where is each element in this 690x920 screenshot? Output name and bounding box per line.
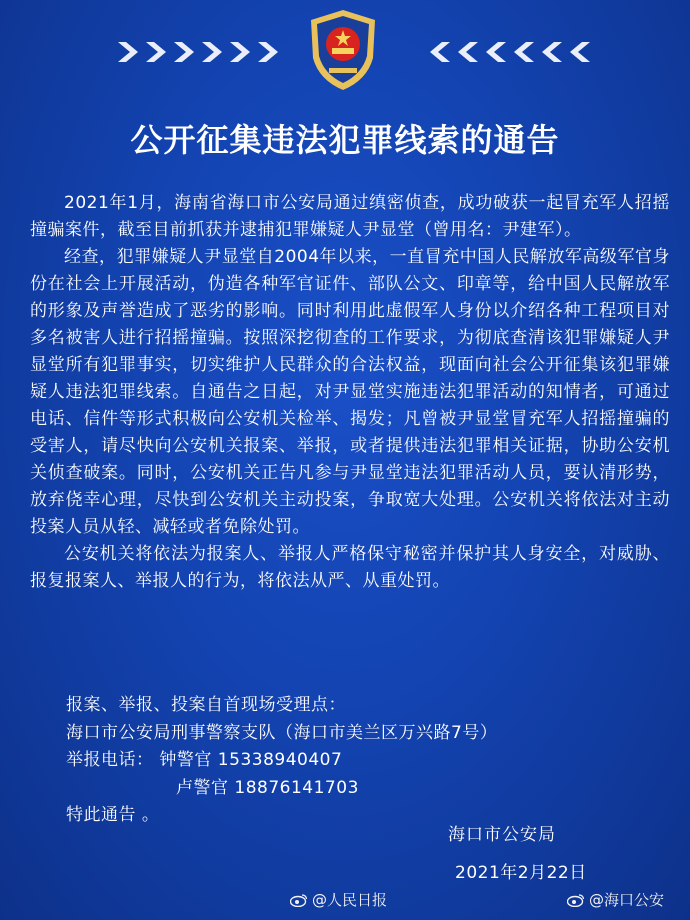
contact-address: 海口市公安局刑事警察支队（海口市美兰区万兴路7号） xyxy=(66,722,498,743)
issue-date: 2021年2月22日 xyxy=(455,863,587,883)
weibo-icon xyxy=(290,893,308,907)
issuer-signature: 海口市公安局 xyxy=(448,825,556,845)
watermark-right xyxy=(567,889,664,910)
notice-body xyxy=(30,190,670,595)
paragraph-protection: 公安机关将依法为报案人、举报人严格保守秘密并保护其人身安全，对威胁、报复报案人、举报人的行为，将依法从严、从重处罚。 xyxy=(30,544,670,591)
paragraph-investigation: 经查，犯罪嫌疑人尹显堂自2004年以来，一直冒充中国人民解放军高级军官身份在社会上开展活动，伪造各种军官证件、部队公文、印章等，给中国人民解放军的形象及声誉造成了恶劣的影响。同时利用此虚假军人身份以介绍各种工程项目对多名被害人进行招摇撞骗。按照深挖彻查的工作要求，为彻底查清该犯罪嫌疑人尹显堂所有犯罪事实，切实维护人民群众的合法权益，现面向社会公开征集该犯罪嫌疑人违法犯罪线索。自通告之日起，对尹显堂实施违法犯罪活动的知情者，可通过电话、信件等形式积极向公安机关检举、揭发；凡曾被尹显堂冒充军人招摇撞骗的受害人，请尽快向公安机关报案、举报，或者提供违法犯罪相关证据，协助公安机关侦查破案。同时，公安机关正告凡参与尹显堂违法犯罪活动人员，要认清形势，放弃侥幸心理，尽快到公安机关主动投案，争取宽大处理。公安机关将依法对主动投案人员从轻、减轻或者免除处罚。 xyxy=(30,247,670,537)
contact-info xyxy=(66,692,646,830)
contact-phone-1: 举报电话： 钟警官 15338940407 xyxy=(66,750,343,770)
closing-text: 特此通告 。 xyxy=(66,805,160,825)
paragraph-case-summary: 2021年1月，海南省海口市公安局通过缜密侦查，成功破获一起冒充军人招摇撞骗案件，截至目前抓获并逮捕犯罪嫌疑人尹显堂（曾用名：尹建军）。 xyxy=(30,193,670,240)
chevron-arrows-right-icon xyxy=(430,40,590,64)
watermark-right-text: @海口公安 xyxy=(589,891,665,909)
watermark-left-text: @人民日报 xyxy=(312,891,388,909)
header-banner xyxy=(0,0,690,100)
page-title: 公开征集违法犯罪线索的通告 xyxy=(130,121,560,159)
contact-phone-2: 卢警官 18876141703 xyxy=(176,777,359,798)
contact-intake-label: 报案、举报、投案自首现场受理点： xyxy=(66,695,346,715)
watermark-left xyxy=(290,889,387,910)
chevron-arrows-left-icon xyxy=(118,40,278,64)
weibo-icon xyxy=(567,893,585,907)
police-emblem-icon xyxy=(305,8,381,92)
